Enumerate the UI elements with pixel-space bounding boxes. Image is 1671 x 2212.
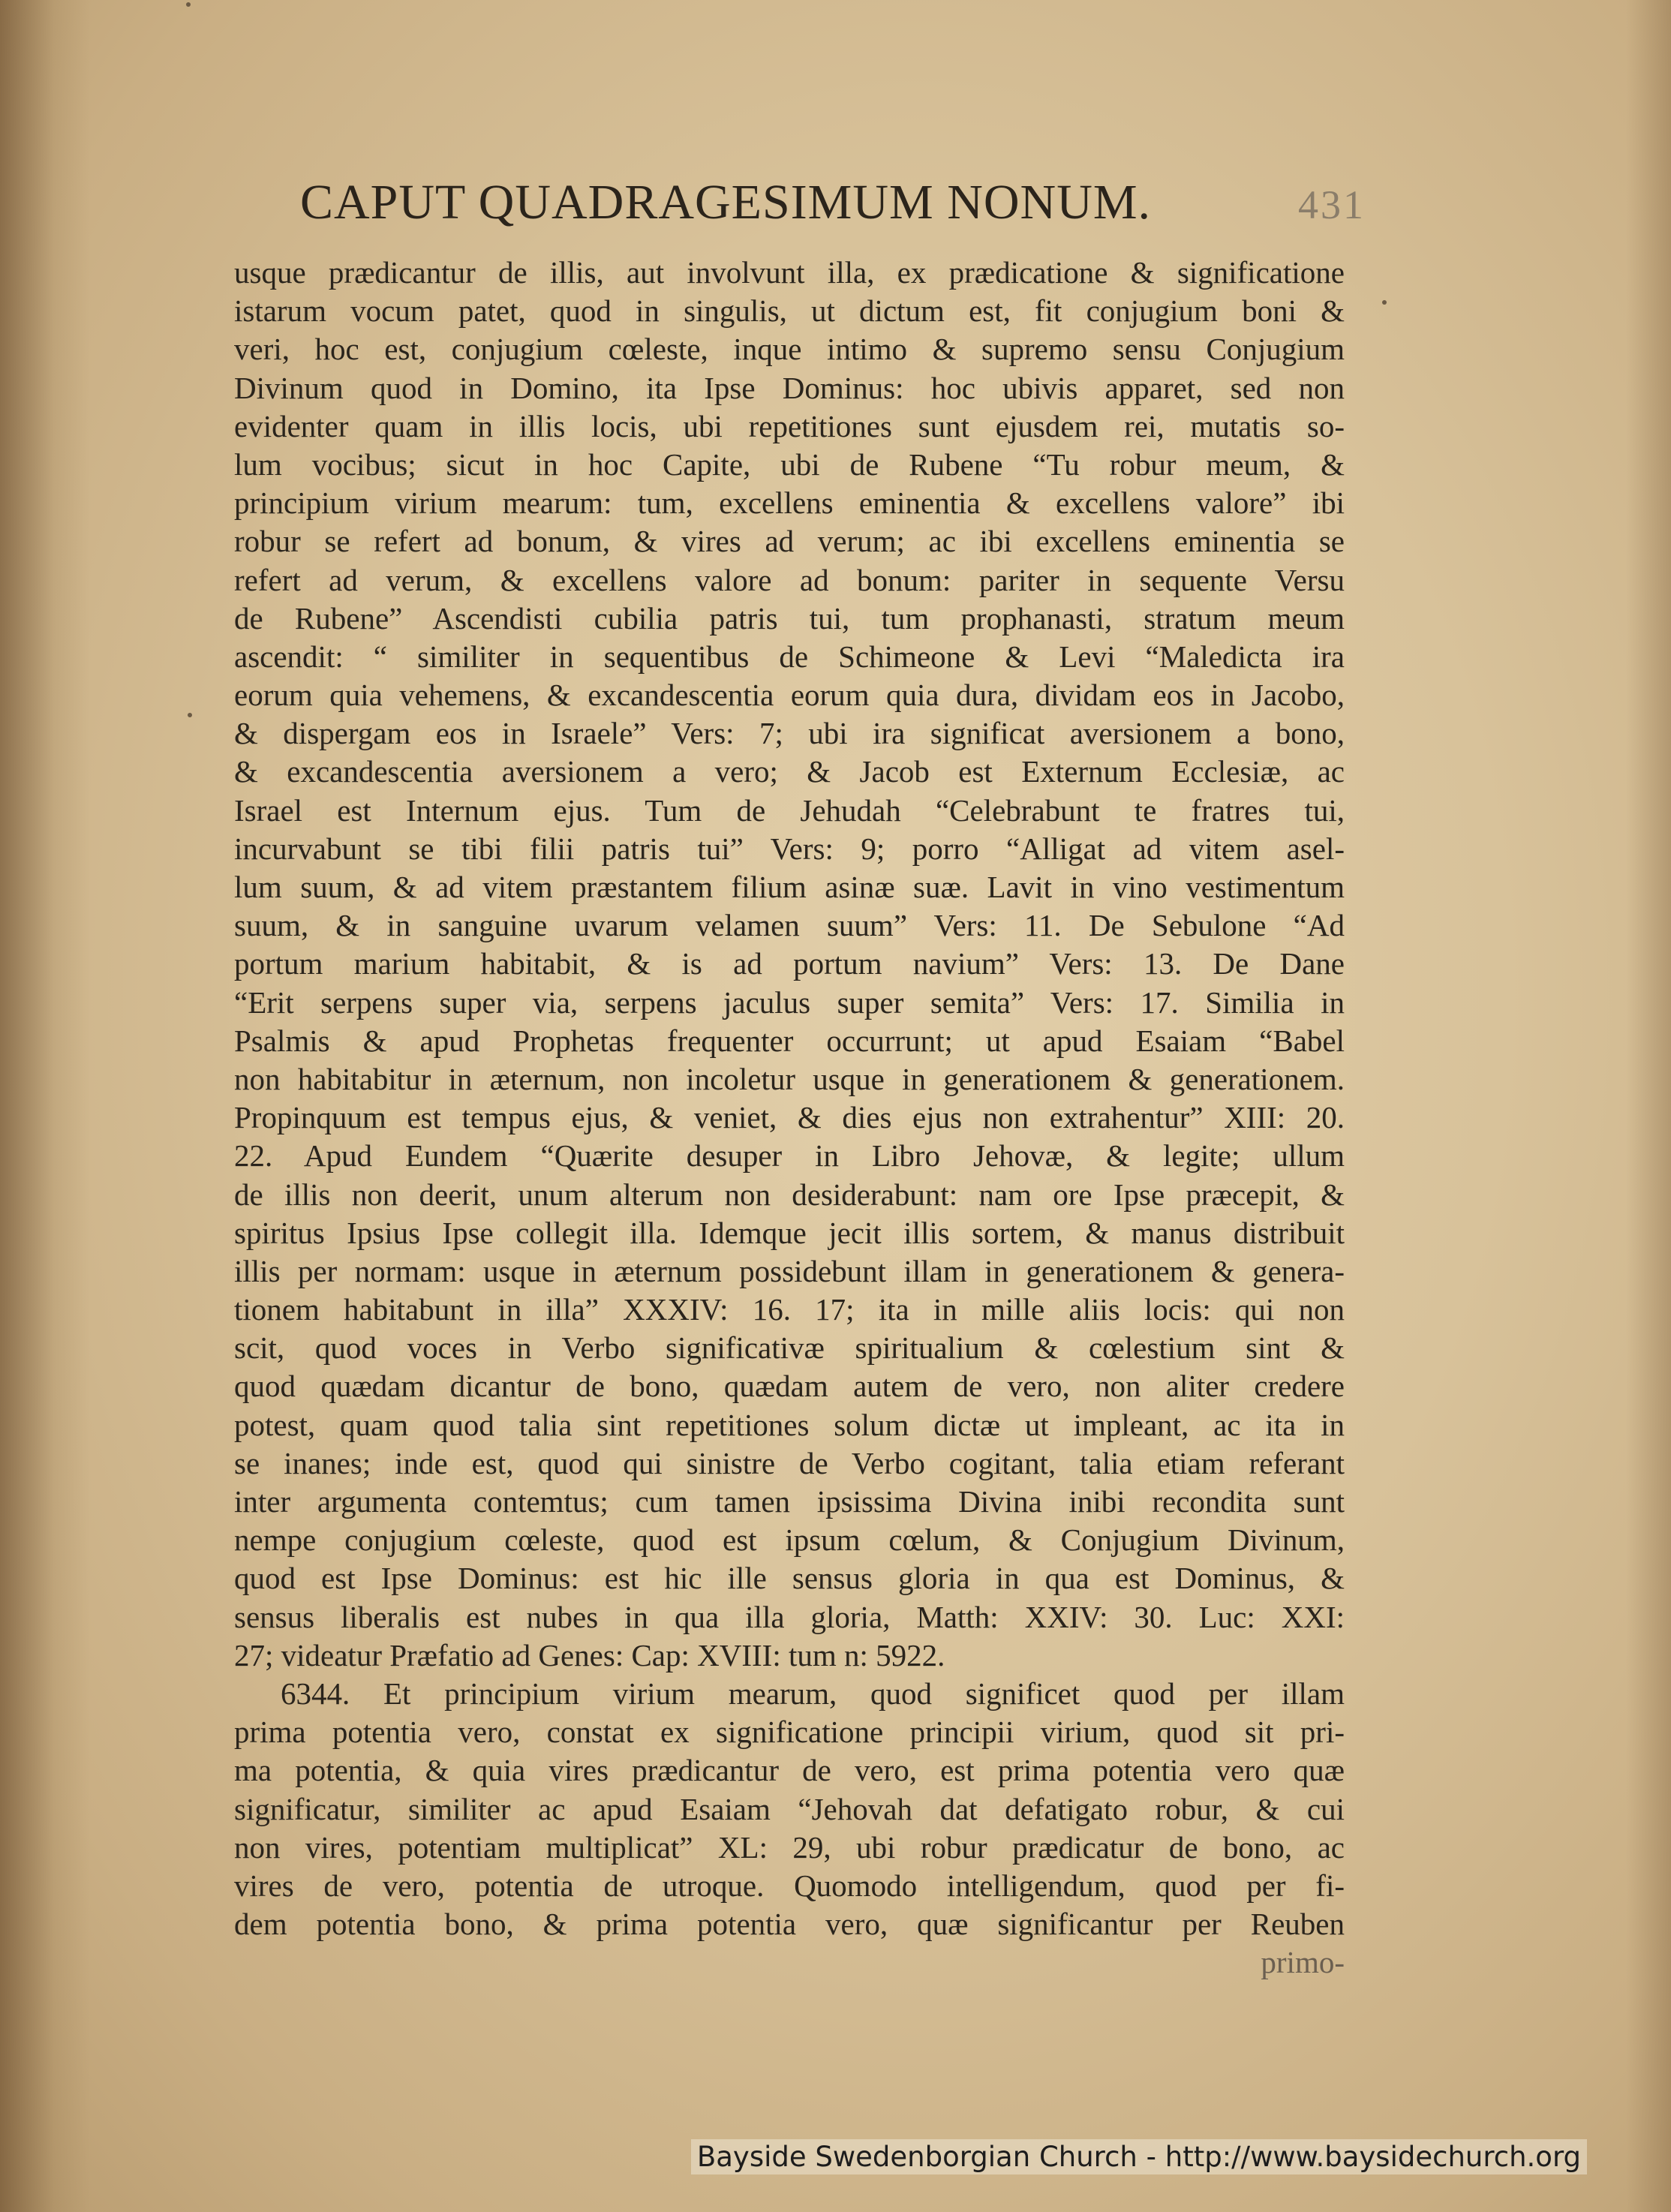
text-line: quod est Ipse Dominus: est hic ille sensus gloria in qua est Dominus, &	[234, 1561, 1345, 1596]
text-line: 22. Apud Eundem “Quærite desuper in Libro Jehovæ, & legite; ullum	[234, 1138, 1345, 1174]
text-line: Psalmis & apud Prophetas frequenter occurrunt; ut apud Esaiam “Babel	[234, 1023, 1345, 1058]
text-line: istarum vocum patet, quod in singulis, ut dictum est, fit conjugium boni &	[234, 293, 1345, 329]
text-line: 6344. Et principium virium mearum, quod significet quod per illam	[281, 1676, 1345, 1711]
text-line: quod quædam dicantur de bono, quædam autem de vero, non aliter credere	[234, 1369, 1345, 1404]
text-line: significatur, similiter ac apud Esaiam “Jehovah dat defatigato robur, & cui	[234, 1791, 1345, 1826]
body-text	[234, 254, 1345, 1982]
text-line: refert ad verum, & excellens valore ad bonum: pariter in sequente Versu	[234, 562, 1345, 597]
text-line: Propinquum est tempus ejus, & veniet, & dies ejus non extrahentur” XIII: 20.	[234, 1100, 1345, 1135]
text-line: robur se refert ad bonum, & vires ad verum; ac ibi excellens eminentia se	[234, 524, 1345, 559]
text-line: principium virium mearum: tum, excellens eminentia & excellens valore” ibi	[234, 485, 1345, 521]
text-line: vires de vero, potentia de utroque. Quomodo intelligendum, quod per fi-	[234, 1868, 1345, 1903]
text-line: & excandescentia aversionem a vero; & Jacob est Externum Ecclesiæ, ac	[234, 754, 1345, 789]
text-line: illis per normam: usque in æternum possidebunt illam in generationem & genera-	[234, 1253, 1345, 1288]
text-line: de illis non deerit, unum alterum non desiderabunt: nam ore Ipse præcepit, &	[234, 1177, 1345, 1212]
paper-speck	[1382, 300, 1387, 305]
text-line: portum marium habitabit, & is ad portum navium” Vers: 13. De Dane	[234, 946, 1345, 981]
text-line: evidenter quam in illis locis, ubi repetitiones sunt ejusdem rei, mutatis so-	[234, 408, 1345, 443]
text-line: lum suum, & ad vitem præstantem filium asinæ suæ. Lavit in vino vestimentum	[234, 870, 1345, 904]
page-number: 431	[1298, 182, 1366, 227]
text-line: nempe conjugium cœleste, quod est ipsum cœlum, & Conjugium Divinum,	[234, 1522, 1345, 1558]
text-line: eorum quia vehemens, & excandescentia eorum quia dura, dividam eos in Jacobo,	[234, 678, 1345, 713]
text-line: prima potentia vero, constat ex significatione principii virium, quod sit pri-	[234, 1715, 1345, 1750]
text-line: non vires, potentiam multiplicat” XL: 29, ubi robur prædicatur de bono, ac	[234, 1829, 1345, 1865]
text-line: spiritus Ipsius Ipse collegit illa. Idemque jecit illis sortem, & manus distribuit	[234, 1215, 1345, 1250]
text-line: dem potentia bono, & prima potentia vero, quæ significantur per Reuben	[234, 1907, 1345, 1942]
text-line: Israel est Internum ejus. Tum de Jehudah “Celebrabunt te fratres tui,	[234, 792, 1345, 828]
text-line: scit, quod voces in Verbo significativæ spiritualium & cœlestium sint &	[234, 1330, 1345, 1366]
catchword: primo-	[1261, 1945, 1345, 1980]
text-line: lum vocibus; sicut in hoc Capite, ubi de Rubene “Tu robur meum, &	[234, 446, 1345, 482]
text-line: ascendit: “ similiter in sequentibus de Schimeone & Levi “Maledicta ira	[234, 639, 1345, 674]
watermark-credit: Bayside Swedenborgian Church - http://www.baysidechurch.org	[691, 2139, 1587, 2174]
text-line: inter argumenta contemtus; cum tamen ipsissima Divina inibi recondita sunt	[234, 1484, 1345, 1519]
text-line: “Erit serpens super via, serpens jaculus super semita” Vers: 17. Similia in	[234, 984, 1345, 1020]
running-head: CAPUT QUADRAGESIMUM NONUM.	[300, 175, 1152, 230]
text-line: Divinum quod in Domino, ita Ipse Dominus: hoc ubivis apparet, sed non	[234, 370, 1345, 405]
text-line: suum, & in sanguine uvarum velamen suum” Vers: 11. De Sebulone “Ad	[234, 908, 1345, 943]
gutter-shadow	[0, 0, 90, 2212]
text-line: potest, quam quod talia sint repetitiones solum dictæ ut impleant, ac ita in	[234, 1407, 1345, 1442]
text-line: non habitabitur in æternum, non incoletur usque in generationem & generationem.	[234, 1061, 1345, 1096]
text-line: 27; videatur Præfatio ad Genes: Cap: XVIII: tum n: 5922.	[234, 1637, 945, 1673]
paper-speck	[188, 713, 192, 717]
text-line: sensus liberalis est nubes in qua illa gloria, Matth: XXIV: 30. Luc: XXI:	[234, 1599, 1345, 1634]
page-header	[300, 174, 1366, 231]
paper-speck	[186, 2, 191, 7]
text-line: & dispergam eos in Israele” Vers: 7; ubi ira significat aversionem a bono,	[234, 716, 1345, 751]
text-line: usque prædicantur de illis, aut involvunt illa, ex prædicatione & significatione	[234, 255, 1345, 290]
text-line: tionem habitabunt in illa” XXXIV: 16. 17; ita in mille aliis locis: qui non	[234, 1292, 1345, 1327]
text-line: veri, hoc est, conjugium cœleste, inque intimo & supremo sensu Conjugium	[234, 332, 1345, 367]
page-edge-shadow	[1626, 0, 1671, 2212]
text-line: ma potentia, & quia vires prædicantur de vero, est prima potentia vero quæ	[234, 1753, 1345, 1788]
text-line: de Rubene” Ascendisti cubilia patris tui, tum prophanasti, stratum meum	[234, 600, 1345, 636]
text-line: se inanes; inde est, quod qui sinistre de Verbo cogitant, talia etiam referant	[234, 1445, 1345, 1480]
text-line: incurvabunt se tibi filii patris tui” Vers: 9; porro “Alligat ad vitem asel-	[234, 831, 1345, 866]
